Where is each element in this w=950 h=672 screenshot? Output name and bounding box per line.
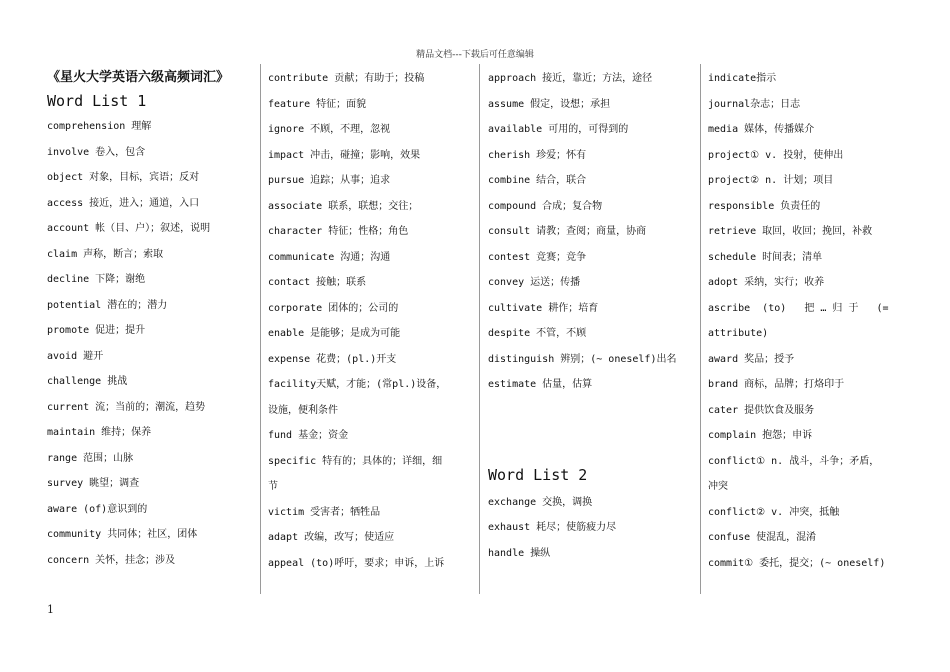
vocab-entry: character 特征；性格；角色: [268, 226, 409, 237]
vocab-entry: comprehension 理解: [47, 121, 152, 132]
vocab-entry: conflict① n. 战斗，斗争；矛盾，: [708, 455, 880, 467]
vocab-entry: distinguish 辨别；(~ oneself)出名: [488, 353, 677, 365]
column-3-entries-a: [488, 66, 697, 398]
vocab-entry: cherish 珍爱；怀有: [488, 149, 587, 161]
vocab-entry: compound 合成；复合物: [488, 200, 603, 212]
column-4: [700, 64, 910, 594]
vocab-entry: account 帐（目、户）；叙述，说明: [47, 223, 211, 234]
vocab-entry: range 范围；山脉: [47, 452, 134, 464]
vocab-entry: enable 是能够；是成为可能: [268, 328, 401, 339]
page-header: 精品文档---下载后可任意编辑: [416, 50, 534, 60]
vocab-entry: decline 下降；谢绝: [47, 274, 146, 285]
word-list-1-heading: Word List 1: [47, 92, 147, 110]
vocab-entry: confuse 使混乱，混淆: [708, 532, 817, 543]
vocab-entry: victim 受害者；牺牲品: [268, 506, 381, 518]
vocab-entry: retrieve 取回，收回；挽回，补救: [708, 226, 873, 237]
vocab-entry: handle 操纵: [488, 547, 551, 559]
vocab-entry: maintain 维持；保养: [47, 427, 152, 438]
vocab-entry: estimate 估量，估算: [488, 379, 593, 390]
vocab-entry: 冲突: [708, 481, 728, 492]
vocab-entry: schedule 时间表；清单: [708, 251, 823, 263]
vocab-entry: potential 潜在的；潜力: [47, 299, 168, 311]
vocab-entry: indicate指示: [708, 73, 777, 84]
vocab-entry: expense 花费；(pl.)开支: [268, 353, 397, 365]
vocab-entry: specific 特有的；具体的；详细，细: [268, 455, 443, 467]
vocab-entry: consult 请教；查阅；商量，协商: [488, 226, 647, 237]
vocab-entry: contest 竞赛；竞争: [488, 251, 587, 263]
vocab-entry: pursue 追踪；从事；追求: [268, 175, 391, 186]
vocab-entry: approach 接近，靠近；方法，途径: [488, 73, 653, 84]
vocab-entry: complain 抱怨；申诉: [708, 430, 813, 441]
vocab-entry: aware (of)意识到的: [47, 503, 148, 515]
vocab-entry: fund 基金；资金: [268, 430, 349, 441]
vocab-entry: commit① 委托，提交；(~ oneself): [708, 557, 886, 569]
vocab-entry: conflict② v. 冲突，抵触: [708, 506, 840, 518]
vocab-entry: combine 结合，联合: [488, 175, 587, 186]
vocab-entry: corporate 团体的；公司的: [268, 302, 399, 314]
vocab-entry: access 接近，进入；通道，入口: [47, 197, 200, 209]
vocab-entry: available 可用的，可得到的: [488, 124, 629, 135]
vocab-entry: project② n. 计划；项目: [708, 175, 834, 186]
vocab-entry: concern 关怀，挂念；涉及: [47, 554, 176, 566]
vocab-entry: exchange 交换，调换: [488, 496, 593, 508]
vocab-entry: communicate 沟通；沟通: [268, 251, 391, 263]
vocab-entry: adapt 改编，改写；使适应: [268, 532, 395, 543]
vocab-entry: impact 冲击，碰撞；影响，效果: [268, 149, 421, 161]
vocab-entry: contact 接触；联系: [268, 277, 367, 288]
vocab-entry: award 奖品；授予: [708, 353, 795, 365]
column-2-entries: [268, 66, 475, 576]
column-4-entries: [708, 66, 910, 576]
vocab-entry: feature 特征；面貌: [268, 98, 367, 110]
vocab-entry: cultivate 耕作；培育: [488, 302, 599, 314]
vocab-entry: media 媒体，传播媒介: [708, 124, 815, 135]
vocab-entry: convey 运送；传播: [488, 277, 581, 288]
vocab-entry: project① v. 投射，使伸出: [708, 149, 844, 161]
vocab-entry: 设施，便利条件: [268, 404, 338, 416]
vocab-entry: current 流；当前的；潮流，趋势: [47, 401, 206, 413]
vocab-entry: associate 联系，联想；交往；: [268, 200, 419, 212]
page-number: 1: [47, 603, 54, 616]
column-3: [479, 64, 697, 594]
vocab-entry: contribute 贡献；有助于；投稿: [268, 73, 425, 84]
column-3-entries-b: [488, 490, 697, 567]
vocab-entry: journal杂志；日志: [708, 98, 801, 110]
vocab-entry: ignore 不顾，不理，忽视: [268, 124, 391, 135]
vocab-entry: 节: [268, 481, 278, 492]
vocab-entry: brand 商标，品牌；打烙印于: [708, 379, 845, 390]
vocab-entry: attribute): [708, 328, 769, 339]
vocab-entry: challenge 挑战: [47, 376, 128, 387]
vocab-entry: promote 促进；提升: [47, 325, 146, 336]
vocab-entry: responsible 负责任的: [708, 200, 821, 212]
vocab-entry: facility天赋，才能；(常pl.)设备，: [268, 379, 447, 390]
vocab-entry: involve 卷入，包含: [47, 146, 146, 158]
vocab-entry: avoid 避开: [47, 350, 104, 362]
vocab-entry: appeal (to)呼吁，要求；申诉，上诉: [268, 557, 445, 569]
document-title: 《星火大学英语六级高频词汇》: [47, 70, 230, 85]
vocab-entry: community 共同体；社区，团体: [47, 529, 198, 540]
vocab-entry: cater 提供饮食及服务: [708, 404, 815, 416]
vocab-entry: despite 不管，不顾: [488, 328, 587, 339]
column-2: [260, 64, 475, 594]
word-list-2-heading: Word List 2: [488, 465, 588, 484]
vocab-entry: object 对象，目标，宾语；反对: [47, 172, 200, 183]
vocab-entry: exhaust 耗尽；使筋疲力尽: [488, 522, 617, 533]
column-1-entries: [40, 114, 256, 573]
vocab-entry: assume 假定，设想；承担: [488, 98, 611, 110]
vocab-entry: ascribe (to) 把 … 归 于 (=: [708, 302, 889, 314]
column-1: [40, 64, 256, 594]
vocab-entry: claim 声称，断言；索取: [47, 248, 164, 260]
vocab-entry: adopt 采纳，实行；收养: [708, 277, 825, 288]
section-gap: [488, 398, 697, 460]
vocab-entry: survey 眺望；调查: [47, 478, 140, 489]
